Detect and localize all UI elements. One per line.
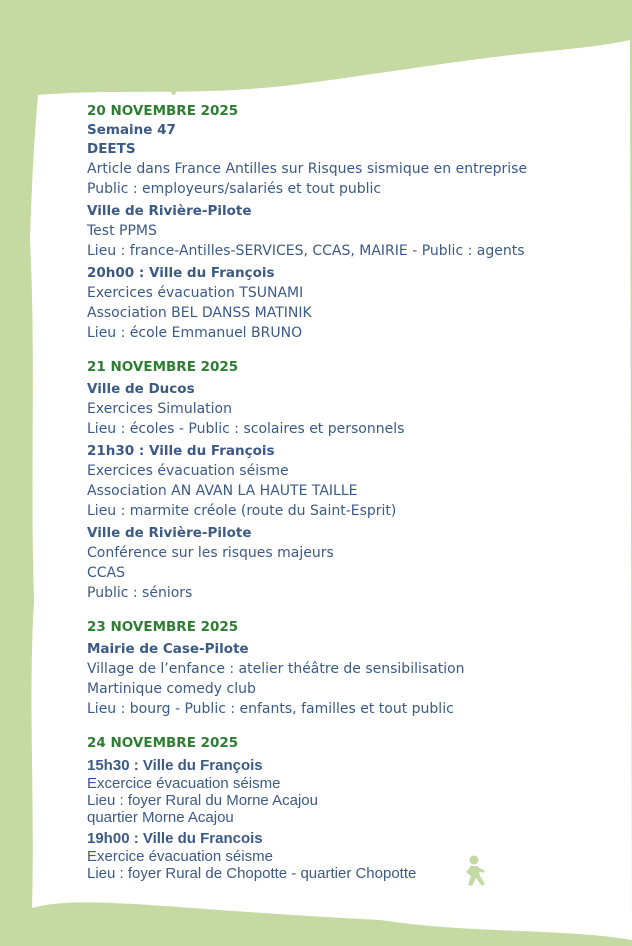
running-child-icon <box>158 68 190 100</box>
event-detail: Article dans France Antilles sur Risques sismique en entreprise <box>87 161 528 177</box>
event-detail: Exercices évacuation TSUNAMI <box>87 285 304 301</box>
event-detail: Test PPMS <box>87 223 157 239</box>
event-detail: Exercices Simulation <box>87 401 232 417</box>
event-detail: Association BEL DANSS MATINIK <box>87 305 312 321</box>
day-date: 24 NOVEMBRE 2025 <box>87 735 239 751</box>
event-detail: Lieu : foyer Rural de Chopotte - quartier Chopotte <box>87 865 417 882</box>
event-detail: Conférence sur les risques majeurs <box>87 545 334 561</box>
day-date: 23 NOVEMBRE 2025 <box>87 619 239 635</box>
event-detail: Lieu : marmite créole (route du Saint-Esprit) <box>87 503 397 519</box>
event-detail: Exercices évacuation séisme <box>87 463 289 479</box>
event-detail: CCAS <box>87 565 126 581</box>
agenda-day <box>87 358 607 603</box>
event-organizer: Mairie de Case-Pilote <box>87 641 249 657</box>
event-detail: Lieu : bourg - Public : enfants, familles et tout public <box>87 701 454 717</box>
event-detail: Village de l’enfance : atelier théâtre de sensibilisation <box>87 661 465 677</box>
event-organizer: 19h00 : Ville du Francois <box>87 830 263 847</box>
event-organizer: 15h30 : Ville du François <box>87 757 263 774</box>
event-detail: Lieu : écoles - Public : scolaires et personnels <box>87 421 405 437</box>
agenda-day <box>87 102 607 343</box>
event-organizer: 21h30 : Ville du François <box>87 443 275 459</box>
event-detail: Martinique comedy club <box>87 681 256 697</box>
event-detail: Lieu : france-Antilles-SERVICES, CCAS, MAIRIE - Public : agents <box>87 243 525 259</box>
agenda-day <box>87 618 607 719</box>
event-detail: Public : séniors <box>87 585 193 601</box>
agenda-day <box>87 734 607 882</box>
event-organizer: Ville de Rivière-Pilote <box>87 203 252 219</box>
day-date: 20 NOVEMBRE 2025 <box>87 103 239 119</box>
event-organizer: Ville de Ducos <box>87 381 195 397</box>
event-detail: quartier Morne Acajou <box>87 809 234 826</box>
event-detail: Excercice évacuation séisme <box>87 775 281 792</box>
event-organizer: Ville de Rivière-Pilote <box>87 525 252 541</box>
event-detail: Association AN AVAN LA HAUTE TAILLE <box>87 483 358 499</box>
event-detail: Lieu : foyer Rural du Morne Acajou <box>87 792 318 809</box>
event-detail: Lieu : école Emmanuel BRUNO <box>87 325 303 341</box>
event-detail: Exercice évacuation séisme <box>87 848 273 865</box>
day-date: 21 NOVEMBRE 2025 <box>87 359 239 375</box>
agenda <box>87 102 607 897</box>
event-detail: Public : employeurs/salariés et tout public <box>87 181 382 197</box>
event-organizer: 20h00 : Ville du François <box>87 265 275 281</box>
event-organizer: DEETS <box>87 141 136 157</box>
event-organizer: Semaine 47 <box>87 122 176 138</box>
